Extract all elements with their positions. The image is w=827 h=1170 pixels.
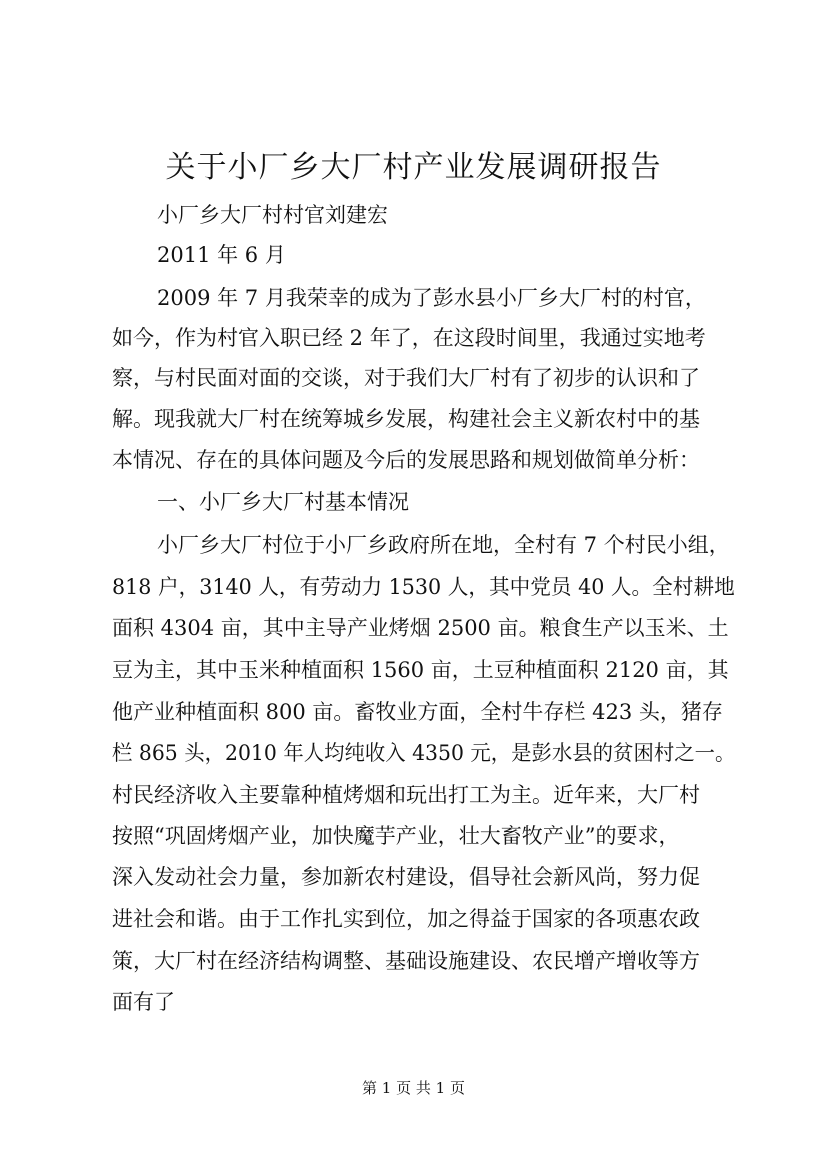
author-line: 小厂乡大厂村村官刘建宏	[157, 203, 388, 227]
paragraph-line: 进社会和谐。由于工作扎实到位，加之得益于国家的各项惠农政	[112, 907, 700, 931]
paragraph-line: 察，与村民面对面的交谈，对于我们大厂村有了初步的认识和了	[112, 366, 700, 390]
paragraph-line: 策，大厂村在经济结构调整、基础设施建设、农民增产增收等方	[112, 949, 700, 973]
date-line: 2011 年 6 月	[157, 243, 286, 267]
paragraph-line: 他产业种植面积 800 亩。畜牧业方面，全村牛存栏 423 头，猪存	[112, 700, 723, 724]
paragraph-line: 豆为主，其中玉米种植面积 1560 亩，土豆种植面积 2120 亩，其	[112, 658, 729, 682]
paragraph-line: 小厂乡大厂村位于小厂乡政府所在地，全村有 7 个村民小组，	[157, 533, 730, 557]
section-heading: 一、小厂乡大厂村基本情况	[157, 490, 409, 514]
paragraph-line: 栏 865 头，2010 年人均纯收入 4350 元，是彭水县的贫困村之一。	[112, 741, 736, 765]
paragraph-line: 面积 4304 亩，其中主导产业烤烟 2500 亩。粮食生产以玉米、土	[112, 616, 729, 640]
paragraph-line: 818 户，3140 人，有劳动力 1530 人，其中党员 40 人。全村耕地	[112, 575, 735, 599]
paragraph-line: 村民经济收入主要靠种植烤烟和玩出打工为主。近年来，大厂村	[112, 783, 700, 807]
paragraph-line: 面有了	[112, 990, 175, 1014]
paragraph-line: 2009 年 7 月我荣幸的成为了彭水县小厂乡大厂村的村官，	[157, 286, 706, 310]
page-number-footer: 第 1 页 共 1 页	[362, 1079, 465, 1097]
paragraph-line: 按照“巩固烤烟产业，加快魔芋产业，壮大畜牧产业”的要求，	[112, 824, 680, 848]
paragraph-line: 本情况、存在的具体问题及今后的发展思路和规划做简单分析：	[112, 448, 700, 472]
paragraph-line: 解。现我就大厂村在统筹城乡发展，构建社会主义新农村中的基	[112, 407, 700, 431]
paragraph-line: 如今，作为村官入职已经 2 年了，在这段时间里，我通过实地考	[112, 326, 706, 350]
paragraph-line: 深入发动社会力量，参加新农村建设，倡导社会新风尚，努力促	[112, 865, 700, 889]
document-title: 关于小厂乡大厂村产业发展调研报告	[165, 150, 662, 185]
